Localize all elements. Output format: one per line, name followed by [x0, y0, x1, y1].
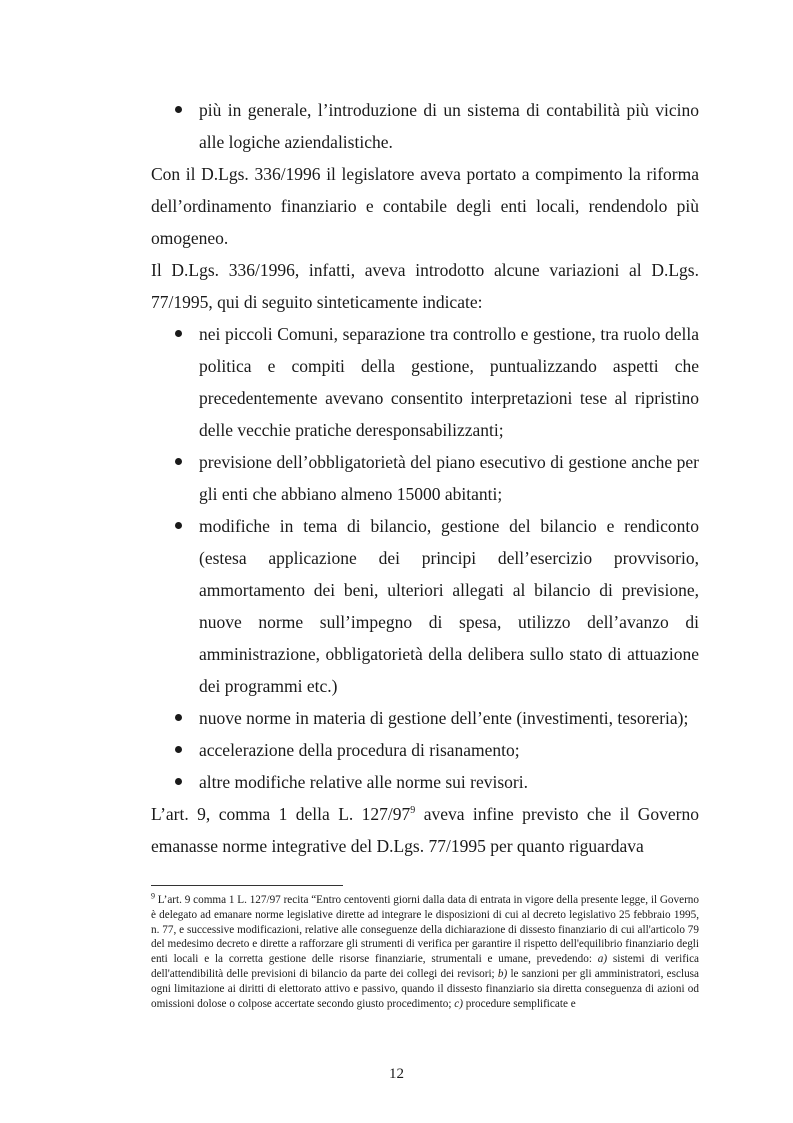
footnote	[151, 893, 699, 1011]
footnote-text: procedure semplificate e	[462, 997, 576, 1010]
footnote-mark-a: a)	[597, 953, 608, 966]
bullet-icon	[175, 330, 182, 337]
list-item	[151, 510, 699, 702]
list-item-text: previsione dell’obbligatorietà del piano esecutivo di gestione anche per gli enti che abbiano almeno 15000 abitanti;	[199, 452, 699, 504]
list-item	[151, 766, 699, 798]
bullet-list-top	[151, 94, 699, 158]
list-item	[151, 446, 699, 510]
page-number: 12	[389, 1066, 404, 1082]
bullet-icon	[175, 714, 182, 721]
footnote-text: le sanzioni per gli amministratori, esclusa ogni limitazione ai diritti di elettorato attivo e passivo, quando il dissesto finanziario sia diretta conseguenza di azioni od omissioni dolose o colpose accertate secondo giusto procedimento;	[151, 967, 699, 1010]
list-item-text: altre modifiche relative alle norme sui revisori.	[199, 772, 528, 792]
body-text	[151, 94, 699, 862]
paragraph	[151, 798, 699, 862]
paragraph-text: aveva infine previsto che il Governo emanasse norme integrative del D.Lgs. 77/1995 per quanto riguardava	[151, 804, 699, 856]
bullet-icon	[175, 522, 182, 529]
list-item-text: nuove norme in materia di gestione dell’ente (investimenti, tesoreria);	[199, 708, 689, 728]
footnote-divider	[151, 885, 343, 886]
list-item-text: più in generale, l’introduzione di un sistema di contabilità più vicino alle logiche aziendalistiche.	[199, 100, 699, 152]
footnote-reference[interactable]: 9	[410, 805, 416, 817]
footnote-mark-b: b)	[497, 967, 508, 980]
bullet-icon	[175, 746, 182, 753]
bullet-list-main	[151, 318, 699, 798]
list-item	[151, 318, 699, 446]
list-item	[151, 734, 699, 766]
list-item	[151, 702, 699, 734]
footnote-number: 9	[151, 891, 155, 901]
list-item-text: modifiche in tema di bilancio, gestione del bilancio e rendiconto (estesa applicazione dei principi dell’esercizio provvisorio, ammortamento dei beni, ulteriori allegati al bilancio di previsione, nuove norme sull’impegno di spesa, utilizzo dell’avanzo di amministrazione, obbligatorietà della delibera sullo stato di attuazione dei programmi etc.)	[199, 516, 699, 696]
paragraph: Il D.Lgs. 336/1996, infatti, aveva introdotto alcune variazioni al D.Lgs. 77/1995, qui di seguito sinteticamente indicate:	[151, 260, 699, 312]
list-item	[151, 94, 699, 158]
list-item-text: nei piccoli Comuni, separazione tra controllo e gestione, tra ruolo della politica e compiti della gestione, puntualizzando aspetti che precedentemente avevano consentito interpretazioni tese al ripristino delle vecchie pratiche deresponsabilizzanti;	[199, 324, 699, 440]
bullet-icon	[175, 458, 182, 465]
footnote-text: L’art. 9 comma 1 L. 127/97 recita “Entro centoventi giorni dalla data di entrata in vigore della presente legge, il Governo è delegato ad emanare norme legislative dirette ad integrare le disposizioni di cui al decreto legislativo 25 febbraio 1995, n. 77, e successive modificazioni, relative alle conseguenze della dichiarazione di dissesto finanziario di cui all'articolo 79 del medesimo decreto e dirette a rafforzare gli strumenti di verifica per garantire il rispetto dell'equilibrio finanziario degli enti locali e la corretta gestione delle risorse finanziarie, strumentali e umane, prevedendo:	[151, 894, 699, 966]
paragraph: Con il D.Lgs. 336/1996 il legislatore aveva portato a compimento la riforma dell’ordinamento finanziario e contabile degli enti locali, rendendolo più omogeneo.	[151, 164, 699, 248]
footnote-text: sistemi di verifica dell'attendibilità delle previsioni di bilancio da parte dei collegi dei revisori;	[151, 953, 699, 980]
paragraph-text: L’art. 9, comma 1 della L. 127/97	[151, 804, 411, 824]
list-item-text: accelerazione della procedura di risanamento;	[199, 740, 520, 760]
footnote-mark-c: c)	[454, 997, 463, 1010]
bullet-icon	[175, 106, 182, 113]
bullet-icon	[175, 778, 182, 785]
